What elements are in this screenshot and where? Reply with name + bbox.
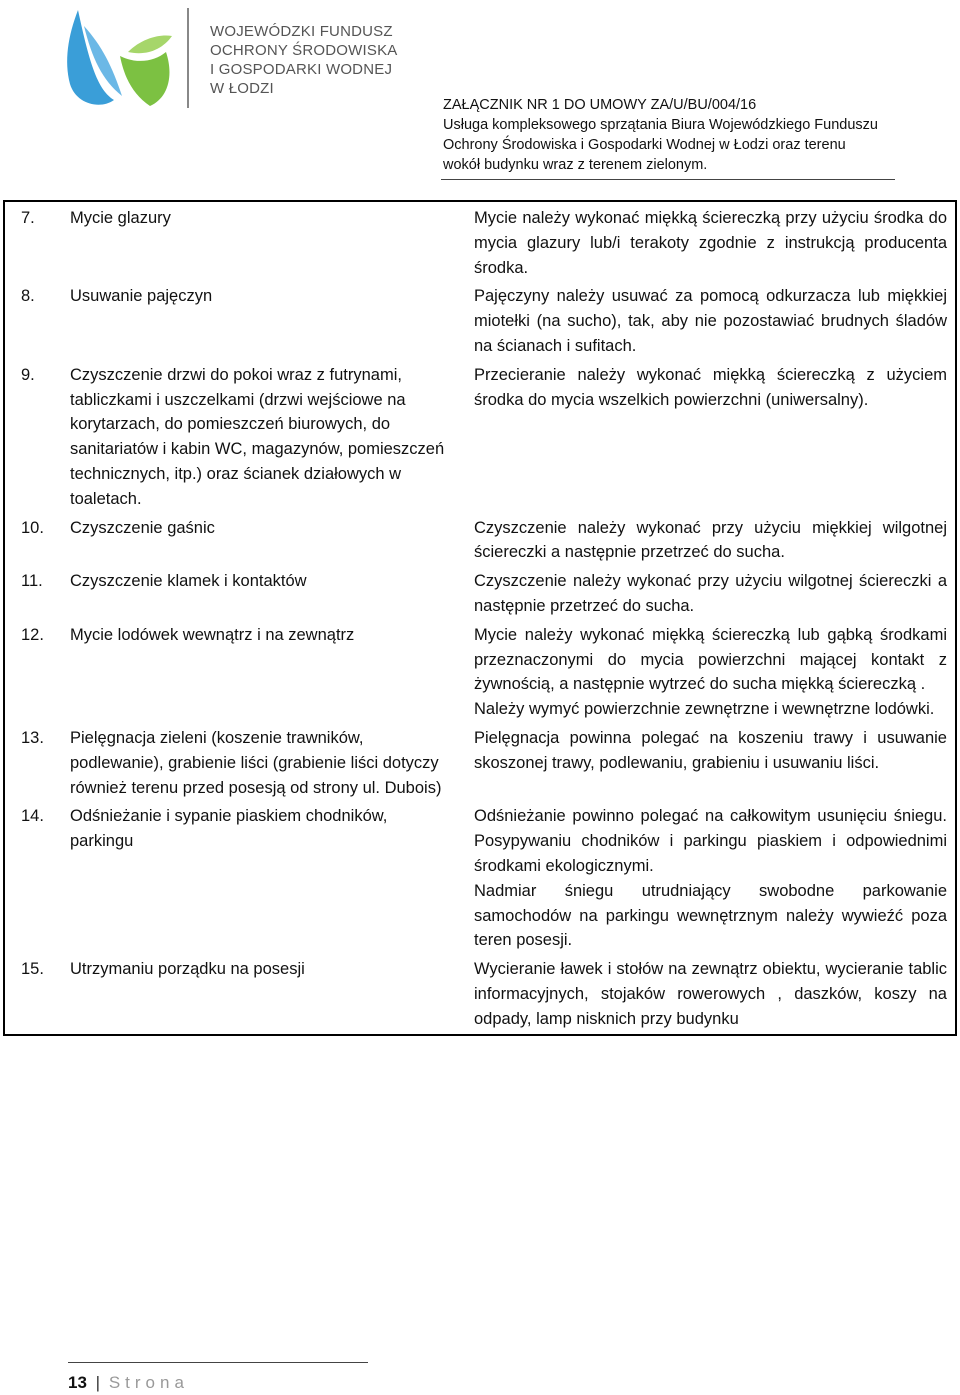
table-row xyxy=(4,565,956,619)
description-paragraph: Nadmiar śniegu utrudniający swobodne parkowanie samochodów na parkingu wewnętrznym należy wywieźć poza teren posesji. xyxy=(474,881,947,950)
task-description xyxy=(470,800,956,953)
task-description xyxy=(470,722,956,800)
table-row xyxy=(4,359,956,512)
task-description xyxy=(470,512,956,566)
annex-line: Usługa kompleksowego sprzątania Biura Wojewódzkiego Funduszu xyxy=(443,117,878,133)
logo-line: W ŁODZI xyxy=(210,80,274,97)
row-number: 7. xyxy=(21,209,35,227)
description-paragraph: Mycie należy wykonać miękką ściereczką lub gąbką środkami przeznaczonymi do mycia powierzchni mającej kontakt z żywnością, a następnie wytrzeć do sucha miękką ściereczką . xyxy=(474,625,947,694)
task-name: Czyszczenie drzwi do pokoi wraz z futrynami, tabliczkami i uszczelkami (drzwi wejściowe na korytarzach, do pomieszczeń biurowych, do sanitariatów i kabin WC, magazynów, pomieszczeń technicznych, itp.) oraz ścianek działowych w toaletach. xyxy=(70,365,445,508)
table-row xyxy=(4,280,956,358)
footer-divider xyxy=(68,1362,368,1363)
logo-line: WOJEWÓDZKI FUNDUSZ xyxy=(210,23,393,40)
task-name: Mycie lodówek wewnątrz i na zewnątrz xyxy=(70,625,355,644)
table-row xyxy=(4,722,956,800)
page-footer xyxy=(68,1362,368,1395)
task-name: Usuwanie pajęczyn xyxy=(70,287,213,306)
table-row xyxy=(4,800,956,953)
task-description xyxy=(470,953,956,1034)
page-label: Strona xyxy=(108,1373,189,1392)
table-row xyxy=(4,619,956,722)
task-name: Mycie glazury xyxy=(70,209,171,227)
task-name: Czyszczenie klamek i kontaktów xyxy=(70,572,307,591)
task-description xyxy=(470,619,956,722)
description-paragraph: Wycieranie ławek i stołów na zewnątrz obiektu, wycieranie tablic informacyjnych, stojaków rowerowych , daszków, koszy na odpady, lamp nisknich przy budynku xyxy=(474,960,947,1028)
table-row xyxy=(4,512,956,566)
row-number: 10. xyxy=(21,518,44,537)
row-number: 13. xyxy=(21,728,44,747)
page-number: 13 xyxy=(68,1373,87,1392)
header-divider xyxy=(441,179,895,180)
task-name: Utrzymaniu porządku na posesji xyxy=(70,960,305,979)
task-name: Odśnieżanie i sypanie piaskiem chodników, parkingu xyxy=(70,807,388,851)
task-name: Pielęgnacja zieleni (koszenie trawników, podlewanie), grabienie liści (grabienie liści dotyczy również terenu przed posesją od strony ul. Dubois) xyxy=(70,728,442,797)
task-description xyxy=(470,280,956,358)
annex-heading xyxy=(443,95,878,175)
annex-line: ZAŁĄCZNIK NR 1 DO UMOWY ZA/U/BU/004/16 xyxy=(443,97,757,113)
logo-line: OCHRONY ŚRODOWISKA xyxy=(210,42,398,59)
row-number: 12. xyxy=(21,625,44,644)
description-paragraph: Odśnieżanie powinno polegać na całkowitym usunięciu śniegu. Posypywaniu chodników i parkingu piaskiem i odpowiednimi środkami ekologicznymi. xyxy=(474,807,947,875)
fund-logo-icon xyxy=(62,6,194,110)
description-paragraph: Mycie należy wykonać miękką ściereczką przy użyciu środka do mycia glazury lub/i terakoty zgodnie z instrukcją producenta środka. xyxy=(474,209,947,277)
description-paragraph: Pajęczyny należy usuwać za pomocą odkurzacza lub miękkiej miotełki (na sucho), tak, aby nie pozostawiać brudnych śladów na ścianach i sufitach. xyxy=(474,287,947,355)
row-number: 8. xyxy=(21,287,35,306)
row-number: 14. xyxy=(21,807,44,826)
footer-separator: | xyxy=(95,1373,101,1392)
description-paragraph: Czyszczenie należy wykonać przy użyciu miękkiej wilgotnej ściereczki a następnie przetrzeć do sucha. xyxy=(474,518,947,562)
task-name: Czyszczenie gaśnic xyxy=(70,518,215,537)
table-row xyxy=(4,201,956,280)
description-paragraph: Czyszczenie należy wykonać przy użyciu wilgotnej ściereczki a następnie przetrzeć do sucha. xyxy=(474,572,947,615)
description-paragraph: Przecieranie należy wykonać miękką ściereczką z użyciem środka do mycia wszelkich powierzchni (uniwersalny). xyxy=(474,365,947,409)
row-number: 9. xyxy=(21,365,35,384)
task-description xyxy=(470,359,956,512)
table-row xyxy=(4,953,956,1034)
annex-line: Ochrony Środowiska i Gospodarki Wodnej w Łodzi oraz terenu xyxy=(443,137,846,153)
description-paragraph: Pielęgnacja powinna polegać na koszeniu trawy i usuwanie skoszonej trawy, podlewaniu, grabieniu i usuwaniu liści. xyxy=(474,728,947,772)
page-indicator xyxy=(68,1371,368,1395)
task-description xyxy=(470,201,956,280)
logo-line: I GOSPODARKI WODNEJ xyxy=(210,61,393,78)
logo-wordmark xyxy=(210,22,398,98)
cleaning-tasks-table xyxy=(3,200,957,1036)
task-description xyxy=(470,565,956,619)
page-header xyxy=(0,0,960,190)
annex-line: wokół budynku wraz z terenem zielonym. xyxy=(443,157,708,173)
row-number: 11. xyxy=(21,572,43,591)
row-number: 15. xyxy=(21,960,44,979)
description-paragraph: Należy wymyć powierzchnie zewnętrzne i wewnętrzne lodówki. xyxy=(474,700,935,719)
